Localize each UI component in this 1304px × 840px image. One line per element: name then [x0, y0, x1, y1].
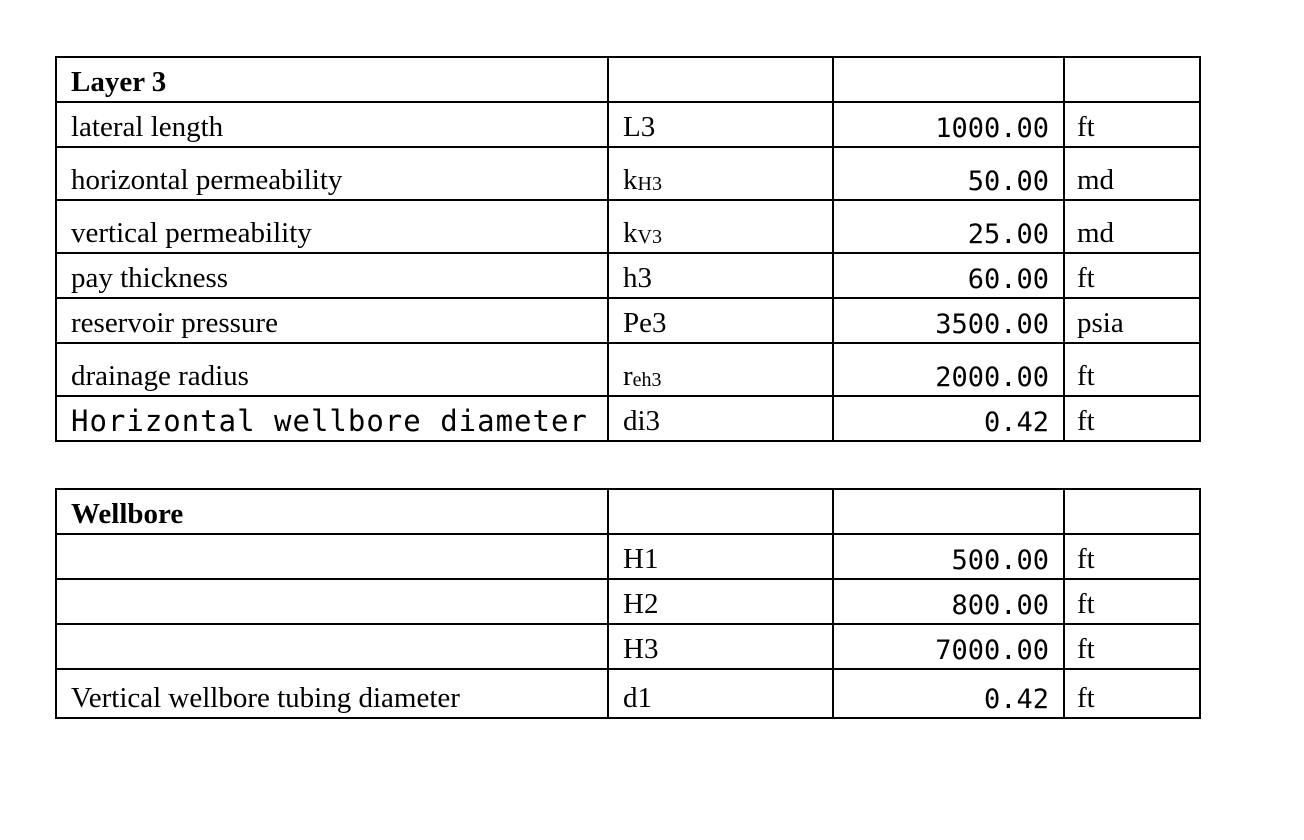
row-symbol: di3 [608, 396, 833, 441]
row-symbol: H3 [608, 624, 833, 669]
wellbore-title: Wellbore [56, 489, 608, 534]
layer3-table [55, 56, 1201, 442]
table-row [56, 579, 1200, 624]
row-label: reservoir pressure [56, 298, 608, 343]
row-symbol: H1 [608, 534, 833, 579]
row-symbol: $k_{V3}$ [608, 200, 833, 253]
row-value: 2000.00 [833, 343, 1064, 396]
row-unit: ft [1064, 669, 1200, 718]
row-value: 60.00 [833, 253, 1064, 298]
table-row [56, 534, 1200, 579]
row-label [56, 624, 608, 669]
row-value: 0.42 [833, 669, 1064, 718]
table-row [56, 253, 1200, 298]
row-label: Horizontal wellbore diameter [56, 396, 608, 441]
row-label: pay thickness [56, 253, 608, 298]
row-value: 500.00 [833, 534, 1064, 579]
table-row [56, 200, 1200, 253]
table-row [56, 298, 1200, 343]
row-label: Vertical wellbore tubing diameter [56, 669, 608, 718]
row-unit: ft [1064, 102, 1200, 147]
row-label [56, 579, 608, 624]
row-symbol: Pe3 [608, 298, 833, 343]
row-symbol: $k_{H3}$ [608, 147, 833, 200]
table-row [56, 343, 1200, 396]
row-value: 1000.00 [833, 102, 1064, 147]
row-unit: ft [1064, 396, 1200, 441]
row-value: 800.00 [833, 579, 1064, 624]
row-value: 7000.00 [833, 624, 1064, 669]
row-unit: ft [1064, 343, 1200, 396]
table-row [56, 102, 1200, 147]
row-symbol: h3 [608, 253, 833, 298]
table-row [56, 147, 1200, 200]
row-symbol: $r_{eh3}$ [608, 343, 833, 396]
table-row [56, 624, 1200, 669]
row-value: 25.00 [833, 200, 1064, 253]
layer3-title: Layer 3 [56, 57, 608, 102]
row-unit: md [1064, 200, 1200, 253]
row-unit: ft [1064, 624, 1200, 669]
row-symbol: d1 [608, 669, 833, 718]
row-unit: psia [1064, 298, 1200, 343]
row-label: lateral length [56, 102, 608, 147]
row-symbol: L3 [608, 102, 833, 147]
row-unit: ft [1064, 534, 1200, 579]
row-value: 3500.00 [833, 298, 1064, 343]
row-unit: md [1064, 147, 1200, 200]
row-label: drainage radius [56, 343, 608, 396]
row-label: horizontal permeability [56, 147, 608, 200]
row-value: 0.42 [833, 396, 1064, 441]
table-row [56, 396, 1200, 441]
row-value: 50.00 [833, 147, 1064, 200]
row-label [56, 534, 608, 579]
row-unit: ft [1064, 579, 1200, 624]
wellbore-table [55, 488, 1201, 719]
row-unit: ft [1064, 253, 1200, 298]
table-header-row [56, 489, 1200, 534]
table-row [56, 669, 1200, 718]
table-header-row [56, 57, 1200, 102]
row-label: vertical permeability [56, 200, 608, 253]
row-symbol: H2 [608, 579, 833, 624]
